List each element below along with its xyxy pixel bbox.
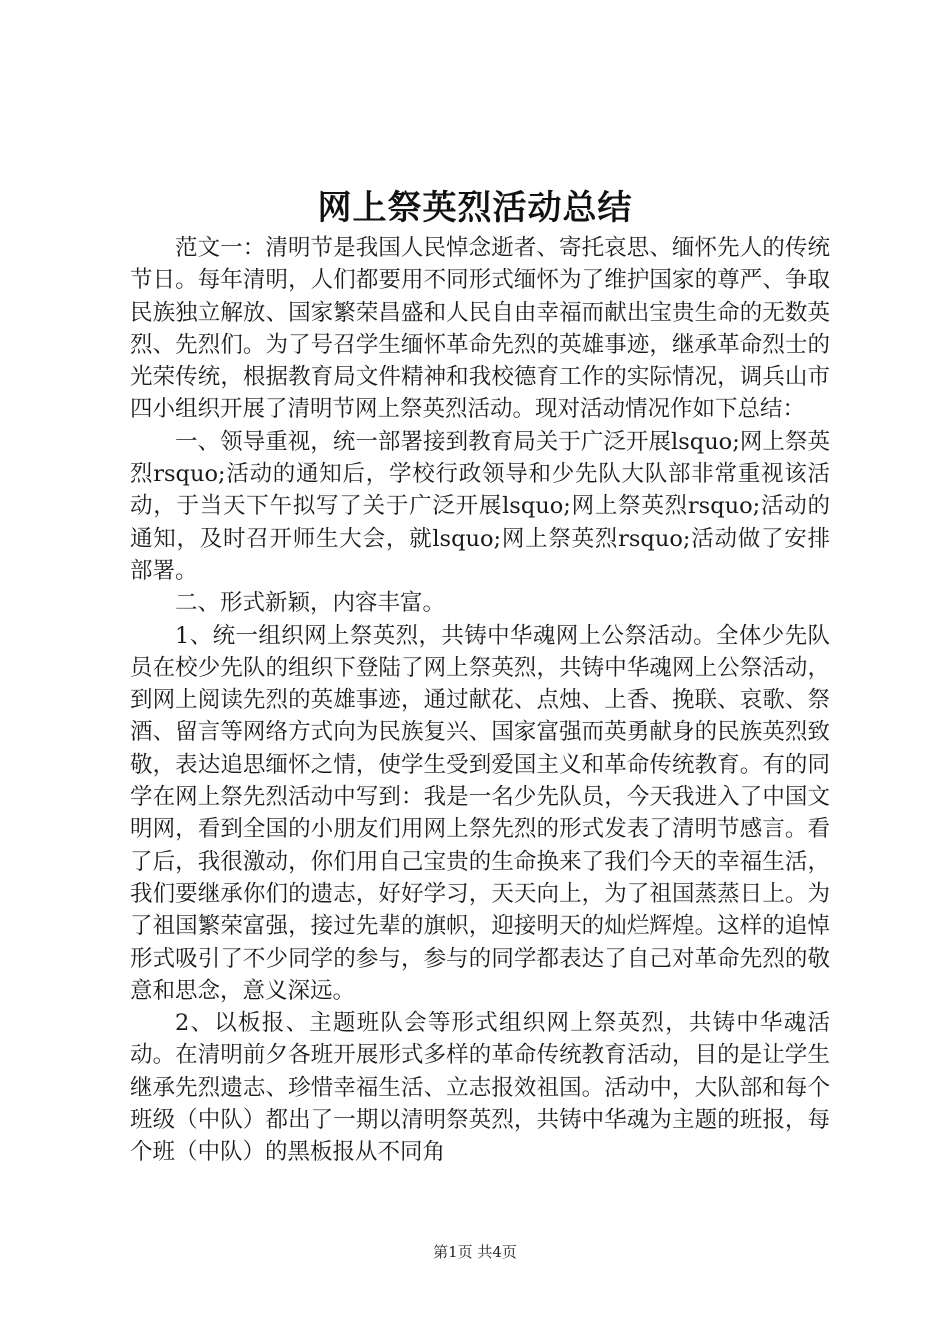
- paragraph: 二、形式新颖，内容丰富。: [175, 590, 446, 617]
- document-body: [130, 232, 830, 1169]
- paragraph: 2、以板报、主题班队会等形式组织网上祭英烈，共铸中华魂活动。在清明前夕各班开展形式多样的革命传统教育活动，目的是让学生继承先烈遗志、珍惜幸福生活、立志报效祖国。活动中，大队部和每个班级（中队）都出了一期以清明祭英烈，共铸中华魂为主题的班报，每个班（中队）的黑板报从不同角: [130, 1010, 830, 1166]
- paragraph: 范文一：清明节是我国人民悼念逝者、寄托哀思、缅怀先人的传统节日。每年清明，人们都要用不同形式缅怀为了维护国家的尊严、争取民族独立解放、国家繁荣昌盛和人民自由幸福而献出宝贵生命的无数英烈、先烈们。为了号召学生缅怀革命先烈的英雄事迹，继承革命烈士的光荣传统，根据教育局文件精神和我校德育工作的实际情况，调兵山市四小组织开展了清明节网上祭英烈活动。现对活动情况作如下总结：: [130, 235, 830, 423]
- paragraph: 一、领导重视，统一部署接到教育局关于广泛开展lsquo;网上祭英烈rsquo;活动的通知后，学校行政领导和少先队大队部非常重视该活动，于当天下午拟写了关于广泛开展lsquo;网上祭英烈rsquo;活动的通知，及时召开师生大会，就lsquo;网上祭英烈rsquo;活动做了安排部署。: [130, 428, 830, 584]
- page-footer: 第1页 共4页: [433, 1243, 517, 1261]
- paragraph: 1、统一组织网上祭英烈，共铸中华魂网上公祭活动。全体少先队员在校少先队的组织下登陆了网上祭英烈，共铸中华魂网上公祭活动，到网上阅读先烈的英雄事迹，通过献花、点烛、上香、挽联、哀歌、祭酒、留言等网络方式向为民族复兴、国家富强而英勇献身的民族英烈致敬，表达追思缅怀之情，使学生受到爱国主义和革命传统教育。有的同学在网上祭先烈活动中写到：我是一名少先队员，今天我进入了中国文明网，看到全国的小朋友们用网上祭先烈的形式发表了清明节感言。看了后，我很激动，你们用自己宝贵的生命换来了我们今天的幸福生活，我们要继承你们的遗志，好好学习，天天向上，为了祖国蒸蒸日上。为了祖国繁荣富强，接过先辈的旗帜，迎接明天的灿烂辉煌。这样的追悼形式吸引了不少同学的参与，参与的同学都表达了自己对革命先烈的敬意和思念，意义深远。: [130, 622, 830, 1004]
- document-title: 网上祭英烈活动总结: [317, 188, 633, 228]
